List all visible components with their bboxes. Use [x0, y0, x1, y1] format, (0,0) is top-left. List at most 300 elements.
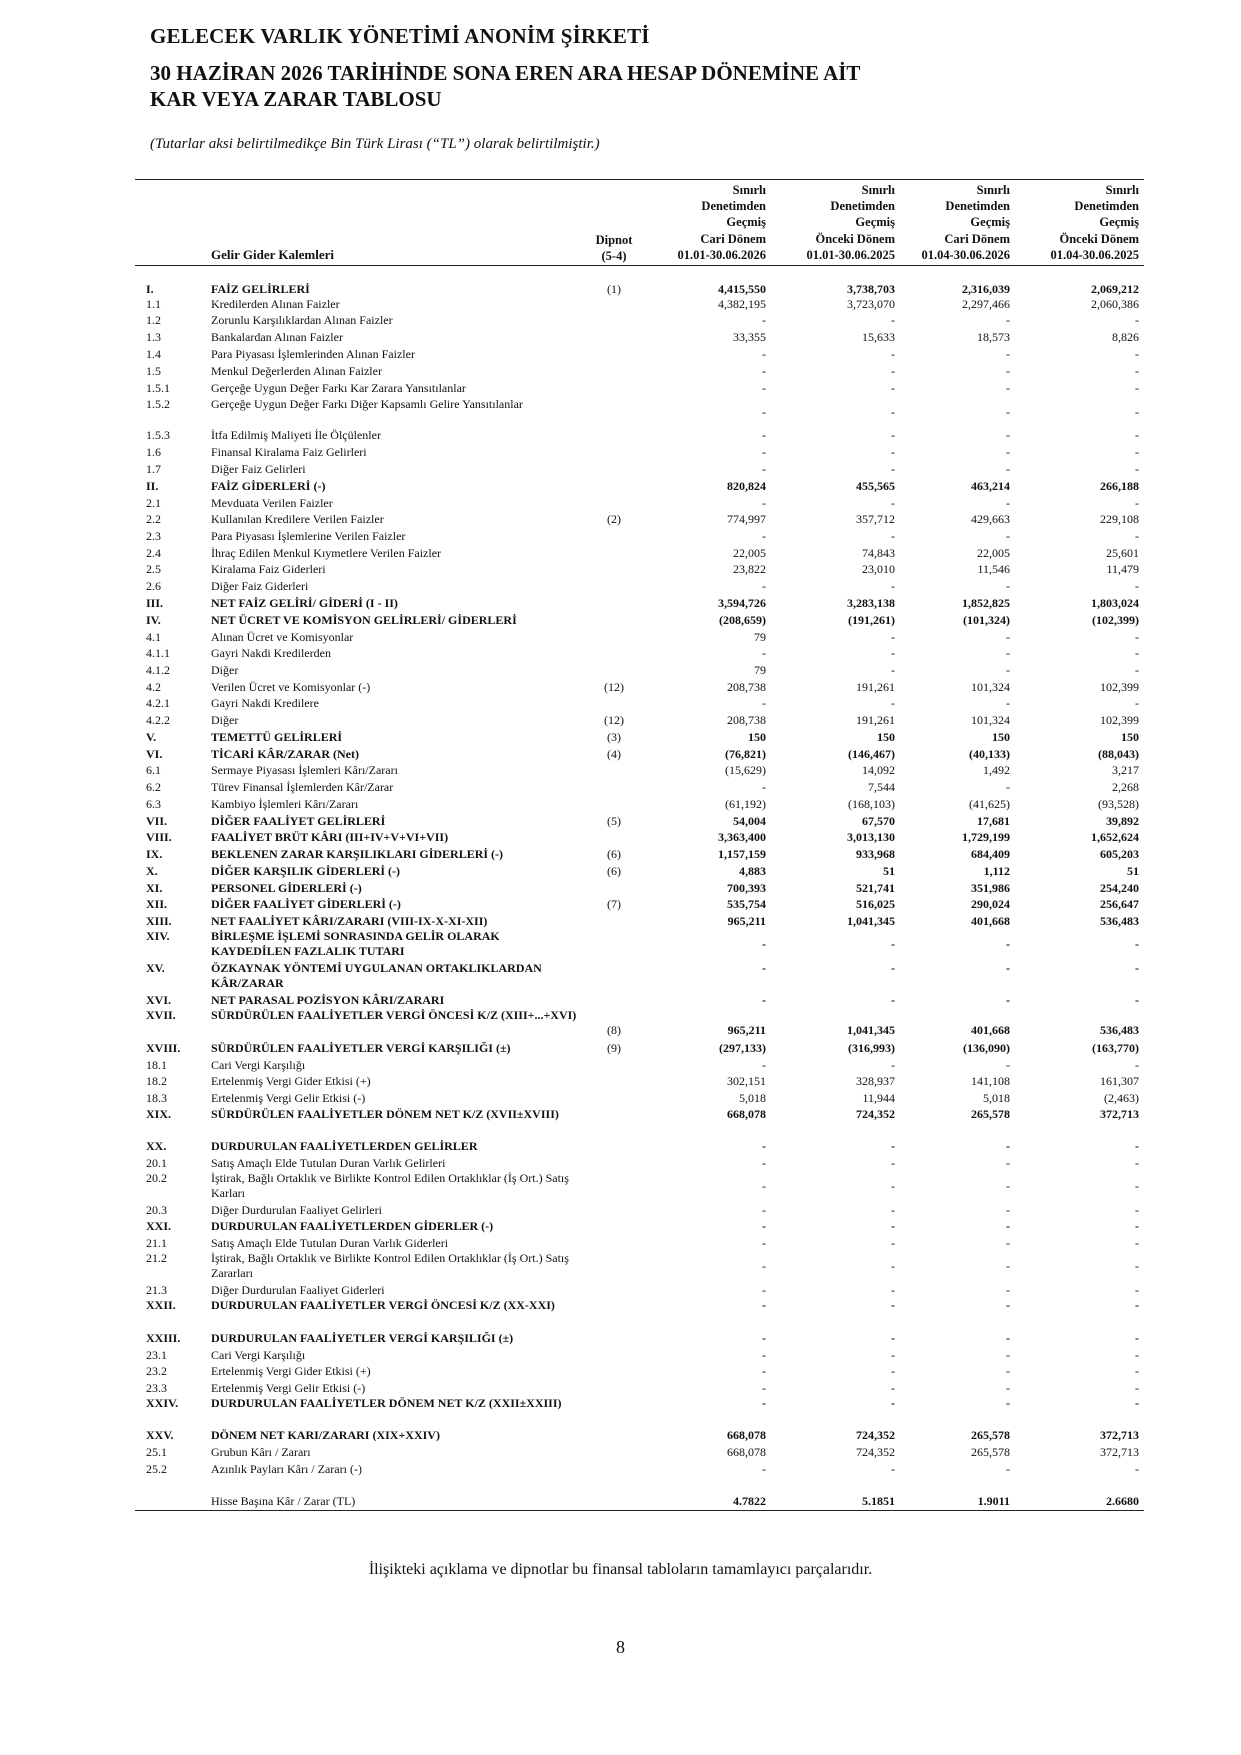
row-code: 21.2: [146, 1251, 167, 1265]
row-value-col4: (2,463): [1104, 1091, 1139, 1105]
row-code: 18.3: [146, 1091, 167, 1105]
row-value-col3: -: [1006, 1236, 1010, 1250]
row-label: Satış Amaçlı Elde Tutulan Duran Varlık Gelirleri: [211, 1156, 446, 1170]
row-label: Verilen Ücret ve Komisyonlar (-): [211, 680, 371, 694]
row-label: NET PARASAL POZİSYON KÂRI/ZARARI: [211, 993, 445, 1007]
row-code: VI.: [146, 747, 163, 761]
row-value-col3: -: [1006, 1331, 1010, 1345]
row-value-col1: -: [762, 646, 766, 660]
row-note-ref: (12): [604, 713, 624, 727]
row-value-col4: -: [1135, 1283, 1139, 1297]
row-value-col4: -: [1135, 937, 1139, 951]
row-label: NET ÜCRET VE KOMİSYON GELİRLERİ/ GİDERLERİ: [211, 613, 517, 627]
row-label: Diğer: [211, 713, 239, 727]
row-label: Gayri Nakdi Kredilerden: [211, 646, 331, 660]
row-label: Menkul Değerlerden Alınan Faizler: [211, 364, 382, 378]
row-value-col1: 208,738: [727, 680, 766, 694]
row-value-col4: 372,713: [1100, 1107, 1139, 1121]
page-number: 8: [616, 1637, 625, 1657]
row-value-col3: -: [1006, 646, 1010, 660]
row-value-col4: -: [1135, 529, 1139, 543]
row-label: TEMETTÜ GELİRLERİ: [211, 730, 343, 744]
row-label: Para Piyasası İşlemlerine Verilen Faizler: [211, 529, 406, 543]
row-value-col1: 302,151: [727, 1074, 766, 1088]
row-code: V.: [146, 730, 157, 744]
row-value-col4: 536,483: [1100, 1023, 1139, 1037]
row-value-col1: 54,004: [733, 814, 766, 828]
row-label: PERSONEL GİDERLERİ (-): [211, 881, 362, 895]
row-value-col3: 401,668: [971, 914, 1010, 928]
row-value-col3: (41,625): [969, 797, 1010, 811]
row-value-col3: -: [1006, 496, 1010, 510]
row-label: NET FAALİYET KÂRI/ZARARI (VIII-IX-X-XI-XII): [211, 914, 488, 928]
row-value-col1: -: [762, 1219, 766, 1233]
row-label: Ertelenmiş Vergi Gider Etkisi (+): [211, 1364, 371, 1378]
col1-header-line2: Denetimden: [701, 199, 766, 214]
row-code: 1.5: [146, 364, 161, 378]
row-note-ref: (12): [604, 680, 624, 694]
row-code: XIX.: [146, 1107, 172, 1121]
row-value-col1: -: [762, 347, 766, 361]
row-value-col3: 101,324: [971, 680, 1010, 694]
row-value-col3: 18,573: [977, 330, 1010, 344]
row-value-col3: 265,578: [971, 1428, 1010, 1442]
row-code: 23.2: [146, 1364, 167, 1378]
row-value-col2: 521,741: [856, 881, 895, 895]
row-value-col2: -: [891, 630, 895, 644]
row-value-col4: -: [1135, 1396, 1139, 1410]
row-value-col4: -: [1135, 1203, 1139, 1217]
row-code: 1.5.2: [146, 397, 170, 411]
row-label: Sermaye Piyasası İşlemleri Kârı/Zararı: [211, 763, 398, 777]
row-code: 1.2: [146, 313, 161, 327]
row-value-col1: -: [762, 696, 766, 710]
row-value-col3: -: [1006, 1179, 1010, 1193]
row-value-col3: -: [1006, 1203, 1010, 1217]
row-label: Finansal Kiralama Faiz Gelirleri: [211, 445, 367, 459]
row-value-col1: -: [762, 1462, 766, 1476]
row-value-col4: -: [1135, 1236, 1139, 1250]
row-value-col4: -: [1135, 405, 1139, 419]
row-value-col3: -: [1006, 961, 1010, 975]
row-value-col2: 67,570: [862, 814, 895, 828]
row-code: XXI.: [146, 1219, 172, 1233]
row-value-col4: -: [1135, 1298, 1139, 1312]
row-value-col3: 101,324: [971, 713, 1010, 727]
row-value-col2: (316,993): [848, 1041, 895, 1055]
row-label: Alınan Ücret ve Komisyonlar: [211, 630, 354, 644]
row-value-col2: -: [891, 381, 895, 395]
row-value-col3: 684,409: [971, 847, 1010, 861]
row-value-col2: -: [891, 496, 895, 510]
row-value-col1: -: [762, 364, 766, 378]
row-code: 6.1: [146, 763, 161, 777]
row-code: XX.: [146, 1139, 167, 1153]
row-value-col4: -: [1135, 1058, 1139, 1072]
row-value-col3: 2,297,466: [962, 297, 1010, 311]
row-value-col3: -: [1006, 428, 1010, 442]
col4-header-line3: Geçmiş: [1099, 215, 1139, 230]
row-value-col4: -: [1135, 364, 1139, 378]
row-label: DİĞER FAALİYET GİDERLERİ (-): [211, 897, 401, 911]
row-value-col2: -: [891, 1259, 895, 1273]
row-value-col1: 33,355: [733, 330, 766, 344]
row-value-col2: 933,968: [856, 847, 895, 861]
row-value-col2: 5.1851: [862, 1494, 895, 1508]
row-value-col3: -: [1006, 405, 1010, 419]
row-code: 2.3: [146, 529, 161, 543]
row-code: IX.: [146, 847, 163, 861]
row-label: Diğer Faiz Gelirleri: [211, 462, 306, 476]
row-value-col4: 8,826: [1112, 330, 1139, 344]
row-value-col4: (102,399): [1092, 613, 1139, 627]
row-value-col4: -: [1135, 646, 1139, 660]
row-value-col1: (15,629): [725, 763, 766, 777]
row-value-col3: -: [1006, 630, 1010, 644]
row-value-col2: -: [891, 1331, 895, 1345]
row-value-col4: (163,770): [1092, 1041, 1139, 1055]
row-value-col4: -: [1135, 663, 1139, 677]
row-label: Cari Vergi Karşılığı: [211, 1348, 306, 1362]
row-value-col4: 25,601: [1106, 546, 1139, 560]
row-value-col4: 266,188: [1100, 479, 1139, 493]
col1-header-line5: 01.01-30.06.2026: [677, 247, 766, 262]
row-code: 20.1: [146, 1156, 167, 1170]
row-value-col3: -: [1006, 1396, 1010, 1410]
row-code: 1.3: [146, 330, 161, 344]
row-label: Türev Finansal İşlemlerden Kâr/Zarar: [211, 780, 394, 794]
row-value-col4: 1,652,624: [1091, 830, 1139, 844]
row-value-col4: -: [1135, 1219, 1139, 1233]
row-note-ref: (5): [607, 814, 621, 828]
row-value-col2: -: [891, 364, 895, 378]
row-value-col4: -: [1135, 993, 1139, 1007]
row-value-col2: -: [891, 1364, 895, 1378]
row-value-col1: -: [762, 1203, 766, 1217]
row-code: VII.: [146, 814, 168, 828]
row-value-col2: 724,352: [856, 1428, 895, 1442]
row-value-col1: 965,211: [727, 914, 766, 928]
row-value-col1: 700,393: [727, 881, 766, 895]
row-value-col1: (76,821): [725, 747, 766, 761]
row-value-col4: -: [1135, 462, 1139, 476]
row-value-col1: 3,363,400: [718, 830, 766, 844]
row-value-col2: 516,025: [856, 897, 895, 911]
row-value-col3: (40,133): [969, 747, 1010, 761]
row-value-col1: 4,415,550: [718, 282, 766, 296]
row-value-col1: -: [762, 313, 766, 327]
row-code: XXV.: [146, 1428, 174, 1442]
row-value-col3: -: [1006, 1348, 1010, 1362]
row-value-col4: 3,217: [1112, 763, 1139, 777]
row-code: 4.1.1: [146, 646, 170, 660]
row-label: Kambiyo İşlemleri Kârı/Zararı: [211, 797, 359, 811]
row-code: 23.1: [146, 1348, 167, 1362]
row-code: 21.3: [146, 1283, 167, 1297]
row-value-col2: 51: [883, 864, 895, 878]
row-value-col4: -: [1135, 696, 1139, 710]
row-label: DURDURULAN FAALİYETLERDEN GİDERLER (-): [211, 1219, 494, 1233]
row-label: Hisse Başına Kâr / Zarar (TL): [211, 1494, 356, 1508]
row-value-col2: -: [891, 529, 895, 543]
row-value-col3: (101,324): [963, 613, 1010, 627]
row-label: İtfa Edilmiş Maliyeti İle Ölçülenler: [211, 428, 381, 442]
row-value-col3: 5,018: [983, 1091, 1010, 1105]
row-value-col1: 668,078: [727, 1107, 766, 1121]
row-value-col2: -: [891, 1179, 895, 1193]
row-value-col2: -: [891, 993, 895, 1007]
row-value-col3: 11,546: [977, 562, 1010, 576]
row-value-col4: 39,892: [1106, 814, 1139, 828]
row-note-ref: (1): [607, 282, 621, 296]
row-value-col1: 965,211: [727, 1023, 766, 1037]
row-code: 2.1: [146, 496, 161, 510]
row-label: SÜRDÜRÜLEN FAALİYETLER DÖNEM NET K/Z (XVII±XVIII): [211, 1107, 559, 1121]
row-value-col4: -: [1135, 1462, 1139, 1476]
row-value-col3: -: [1006, 347, 1010, 361]
row-note-ref: (9): [607, 1041, 621, 1055]
row-value-col1: -: [762, 1139, 766, 1153]
row-label: FAALİYET BRÜT KÂRI (III+IV+V+VI+VII): [211, 830, 449, 844]
row-value-col4: 150: [1121, 730, 1139, 744]
row-value-col1: -: [762, 1259, 766, 1273]
row-value-col1: 150: [748, 730, 766, 744]
col4-header-line2: Denetimden: [1074, 199, 1139, 214]
row-value-col3: -: [1006, 381, 1010, 395]
row-code: 25.2: [146, 1462, 167, 1476]
row-value-col3: -: [1006, 529, 1010, 543]
row-code: 18.1: [146, 1058, 167, 1072]
row-value-col2: 74,843: [862, 546, 895, 560]
row-value-col1: 23,822: [733, 562, 766, 576]
row-label: Ertelenmiş Vergi Gider Etkisi (+): [211, 1074, 371, 1088]
row-code: XVII.: [146, 1008, 176, 1022]
row-code: XII.: [146, 897, 168, 911]
row-value-col4: -: [1135, 1139, 1139, 1153]
row-value-col2: -: [891, 1396, 895, 1410]
row-value-col3: 265,578: [971, 1107, 1010, 1121]
row-label: BİRLEŞME İŞLEMİ SONRASINDA GELİR OLARAK KAYDEDİLEN FAZLALIK TUTARI: [211, 929, 500, 958]
row-code: 1.6: [146, 445, 161, 459]
row-value-col1: 79: [754, 663, 766, 677]
row-value-col4: 536,483: [1100, 914, 1139, 928]
row-value-col3: -: [1006, 1364, 1010, 1378]
row-code: 1.5.1: [146, 381, 170, 395]
statement-title-line1: 30 HAZİRAN 2026 TARİHİNDE SONA EREN ARA HESAP DÖNEMİNE AİT: [150, 61, 861, 85]
row-label: İştirak, Bağlı Ortaklık ve Birlikte Kontrol Edilen Ortaklıklar (İş Ort.) Satış Zararları: [211, 1251, 569, 1280]
row-note-ref: (3): [607, 730, 621, 744]
col3-header-line5: 01.04-30.06.2026: [921, 247, 1010, 262]
row-value-col2: -: [891, 1348, 895, 1362]
row-value-col2: 3,738,703: [847, 282, 895, 296]
row-value-col3: -: [1006, 1219, 1010, 1233]
row-value-col4: -: [1135, 579, 1139, 593]
row-value-col4: 102,399: [1100, 713, 1139, 727]
row-value-col3: -: [1006, 1298, 1010, 1312]
row-label: Kiralama Faiz Giderleri: [211, 562, 326, 576]
row-code: 2.2: [146, 512, 161, 526]
row-value-col3: 17,681: [977, 814, 1010, 828]
row-label: Satış Amaçlı Elde Tutulan Duran Varlık Giderleri: [211, 1236, 449, 1250]
row-value-col1: -: [762, 381, 766, 395]
column-header-label: Gelir Gider Kalemleri: [211, 247, 334, 262]
row-value-col1: -: [762, 1179, 766, 1193]
row-value-col4: 372,713: [1100, 1445, 1139, 1459]
row-value-col2: -: [891, 696, 895, 710]
row-code: 4.2: [146, 680, 161, 694]
row-label: SÜRDÜRÜLEN FAALİYETLER VERGİ KARŞILIĞI (±): [211, 1041, 511, 1055]
row-value-col1: -: [762, 428, 766, 442]
row-value-col1: 668,078: [727, 1428, 766, 1442]
row-label: DURDURULAN FAALİYETLERDEN GELİRLER: [211, 1139, 478, 1153]
row-value-col2: -: [891, 445, 895, 459]
row-label: Mevduata Verilen Faizler: [211, 496, 333, 510]
row-label: Gerçeğe Uygun Değer Farkı Kar Zarara Yansıtılanlar: [211, 381, 466, 395]
row-value-col4: -: [1135, 1156, 1139, 1170]
row-label: TİCARİ KÂR/ZARAR (Net): [211, 747, 359, 761]
row-label: Ertelenmiş Vergi Gelir Etkisi (-): [211, 1381, 366, 1395]
row-value-col4: 2.6680: [1106, 1494, 1139, 1508]
row-value-col2: -: [891, 1236, 895, 1250]
row-value-col4: 229,108: [1100, 512, 1139, 526]
row-value-col2: -: [891, 347, 895, 361]
row-code: 18.2: [146, 1074, 167, 1088]
col3-header-line1: Sınırlı: [976, 183, 1010, 197]
row-value-col4: 161,307: [1100, 1074, 1139, 1088]
row-value-col2: -: [891, 428, 895, 442]
col2-header-line4: Önceki Dönem: [815, 231, 895, 246]
row-value-col1: -: [762, 780, 766, 794]
col2-header-line2: Denetimden: [830, 199, 895, 214]
row-label: Diğer Durdurulan Faaliyet Giderleri: [211, 1283, 385, 1297]
row-value-col4: 51: [1127, 864, 1139, 878]
company-name: GELECEK VARLIK YÖNETİMİ ANONİM ŞİRKETİ: [150, 24, 650, 48]
col3-header-line2: Denetimden: [945, 199, 1010, 214]
row-value-col2: 11,944: [862, 1091, 895, 1105]
row-value-col3: 2,316,039: [962, 282, 1010, 296]
row-value-col4: 256,647: [1100, 897, 1139, 911]
row-value-col1: -: [762, 993, 766, 1007]
row-value-col3: (136,090): [963, 1041, 1010, 1055]
row-value-col4: -: [1135, 428, 1139, 442]
row-code: 6.3: [146, 797, 161, 811]
row-value-col4: -: [1135, 1348, 1139, 1362]
row-label: Bankalardan Alınan Faizler: [211, 330, 343, 344]
row-label: DURDURULAN FAALİYETLER DÖNEM NET K/Z (XXII±XXIII): [211, 1396, 562, 1410]
row-code: 2.4: [146, 546, 161, 560]
row-value-col1: 4,382,195: [718, 297, 766, 311]
row-value-col3: -: [1006, 1381, 1010, 1395]
row-value-col1: -: [762, 1331, 766, 1345]
row-value-col2: 3,013,130: [847, 830, 895, 844]
row-value-col2: -: [891, 1283, 895, 1297]
row-value-col2: -: [891, 1462, 895, 1476]
row-code: I.: [146, 282, 154, 296]
row-label: ÖZKAYNAK YÖNTEMİ UYGULANAN ORTAKLIKLARDAN KÂR/ZARAR: [211, 961, 542, 990]
row-value-col1: (297,133): [719, 1041, 766, 1055]
row-value-col3: -: [1006, 313, 1010, 327]
note-header-line2: (5-4): [601, 249, 627, 263]
row-note-ref: (7): [607, 897, 621, 911]
row-value-col3: -: [1006, 663, 1010, 677]
row-value-col2: (168,103): [848, 797, 895, 811]
row-code: VIII.: [146, 830, 172, 844]
row-value-col3: 290,024: [971, 897, 1010, 911]
row-value-col4: -: [1135, 1179, 1139, 1193]
row-value-col1: -: [762, 496, 766, 510]
row-label: DİĞER FAALİYET GELİRLERİ: [211, 814, 386, 828]
row-value-col2: 328,937: [856, 1074, 895, 1088]
row-value-col2: -: [891, 1203, 895, 1217]
row-label: Gerçeğe Uygun Değer Farkı Diğer Kapsamlı Gelire Yansıtılanlar: [211, 397, 523, 411]
row-label: Gayri Nakdi Kredilere: [211, 696, 319, 710]
col4-header-line1: Sınırlı: [1105, 183, 1139, 197]
row-value-col2: -: [891, 663, 895, 677]
row-value-col2: -: [891, 961, 895, 975]
row-code: 4.1.2: [146, 663, 170, 677]
row-value-col2: 3,723,070: [847, 297, 895, 311]
row-value-col4: -: [1135, 961, 1139, 975]
row-value-col4: -: [1135, 1381, 1139, 1395]
row-value-col3: 22,005: [977, 546, 1010, 560]
row-value-col1: -: [762, 445, 766, 459]
row-label: Ertelenmiş Vergi Gelir Etkisi (-): [211, 1091, 366, 1105]
row-value-col3: -: [1006, 1139, 1010, 1153]
row-value-col1: -: [762, 1058, 766, 1072]
row-code: XIII.: [146, 914, 172, 928]
row-value-col2: 23,010: [862, 562, 895, 576]
row-value-col2: -: [891, 1139, 895, 1153]
row-value-col3: -: [1006, 1283, 1010, 1297]
row-value-col3: 463,214: [971, 479, 1010, 493]
row-label: Diğer Faiz Giderleri: [211, 579, 309, 593]
row-code: II.: [146, 479, 159, 493]
row-value-col2: -: [891, 405, 895, 419]
row-value-col2: 357,712: [856, 512, 895, 526]
col2-header-line5: 01.01-30.06.2025: [806, 247, 895, 262]
row-value-col4: 605,203: [1100, 847, 1139, 861]
row-code: 4.2.1: [146, 696, 170, 710]
row-value-col1: -: [762, 1283, 766, 1297]
row-value-col1: -: [762, 1236, 766, 1250]
row-value-col4: -: [1135, 347, 1139, 361]
row-value-col4: -: [1135, 445, 1139, 459]
row-label: Diğer Durdurulan Faaliyet Gelirleri: [211, 1203, 382, 1217]
row-value-col4: 2,060,386: [1091, 297, 1139, 311]
row-code: 2.6: [146, 579, 161, 593]
row-value-col3: -: [1006, 1156, 1010, 1170]
row-value-col4: 2,268: [1112, 780, 1139, 794]
row-label: Cari Vergi Karşılığı: [211, 1058, 306, 1072]
row-code: XVI.: [146, 993, 172, 1007]
row-value-col1: 820,824: [727, 479, 766, 493]
row-value-col1: -: [762, 1156, 766, 1170]
row-label: DÖNEM NET KARI/ZARARI (XIX+XXIV): [211, 1428, 440, 1442]
col2-header-line1: Sınırlı: [861, 183, 895, 197]
note-header-line1: Dipnot: [595, 233, 633, 247]
col1-header-line3: Geçmiş: [726, 215, 766, 230]
row-value-col3: 1,852,825: [962, 596, 1010, 610]
row-value-col4: 102,399: [1100, 680, 1139, 694]
row-code: 25.1: [146, 1445, 167, 1459]
row-note-ref: (6): [607, 847, 621, 861]
row-label: Kredilerden Alınan Faizler: [211, 297, 340, 311]
row-value-col3: -: [1006, 696, 1010, 710]
row-value-col1: -: [762, 529, 766, 543]
row-value-col4: 372,713: [1100, 1428, 1139, 1442]
row-value-col1: -: [762, 1298, 766, 1312]
row-value-col4: 11,479: [1106, 562, 1139, 576]
